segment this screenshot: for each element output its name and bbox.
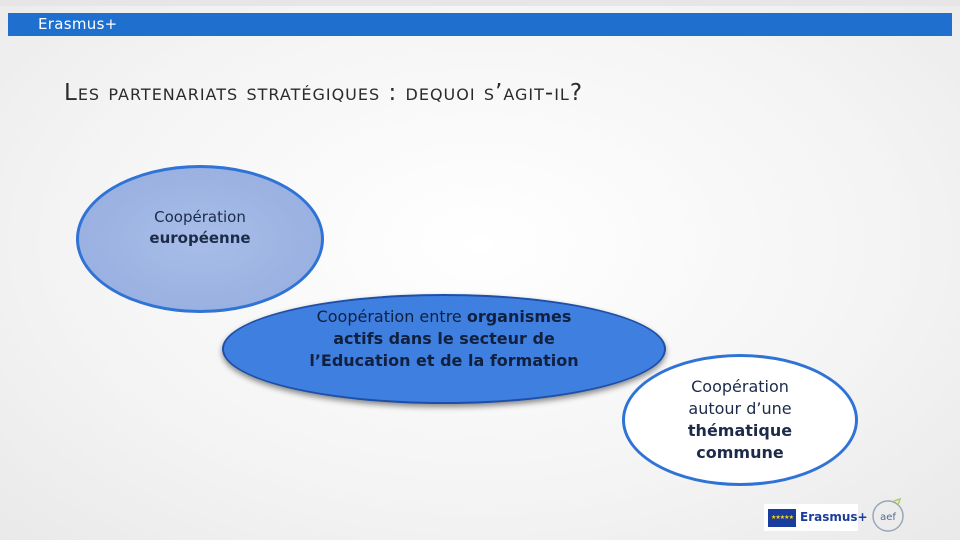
common-theme-line4: commune bbox=[696, 443, 784, 462]
european-cooperation-text bbox=[100, 207, 300, 249]
organisations-cooperation-text bbox=[290, 306, 598, 372]
top-strip bbox=[0, 0, 960, 6]
eu-flag-stars: ★★★★★ bbox=[771, 514, 793, 521]
erasmus-plus-logo bbox=[764, 504, 868, 531]
eu-flag-icon bbox=[768, 509, 796, 527]
header-bar bbox=[8, 13, 952, 36]
common-theme-line3: thématique bbox=[687, 421, 793, 440]
slide-title: Les partenariats stratégiques : dequoi s’agit-il? bbox=[64, 80, 584, 106]
aef-logo-icon bbox=[870, 497, 906, 533]
common-theme-text bbox=[640, 376, 840, 464]
header-label: Erasmus+ bbox=[38, 15, 118, 33]
common-theme-line2: autour d’une bbox=[688, 399, 792, 418]
erasmus-logo-text: Erasmus+ bbox=[800, 510, 868, 524]
organisations-text-bold: organismes actifs dans le secteur de l’Education et de la formation bbox=[309, 307, 579, 370]
european-cooperation-line2: européenne bbox=[149, 229, 251, 247]
common-theme-line1: Coopération bbox=[691, 377, 789, 396]
organisations-text-prefix: Coopération entre bbox=[316, 307, 467, 326]
aef-logo-text: aef bbox=[880, 512, 896, 523]
european-cooperation-line1: Coopération bbox=[154, 208, 246, 226]
